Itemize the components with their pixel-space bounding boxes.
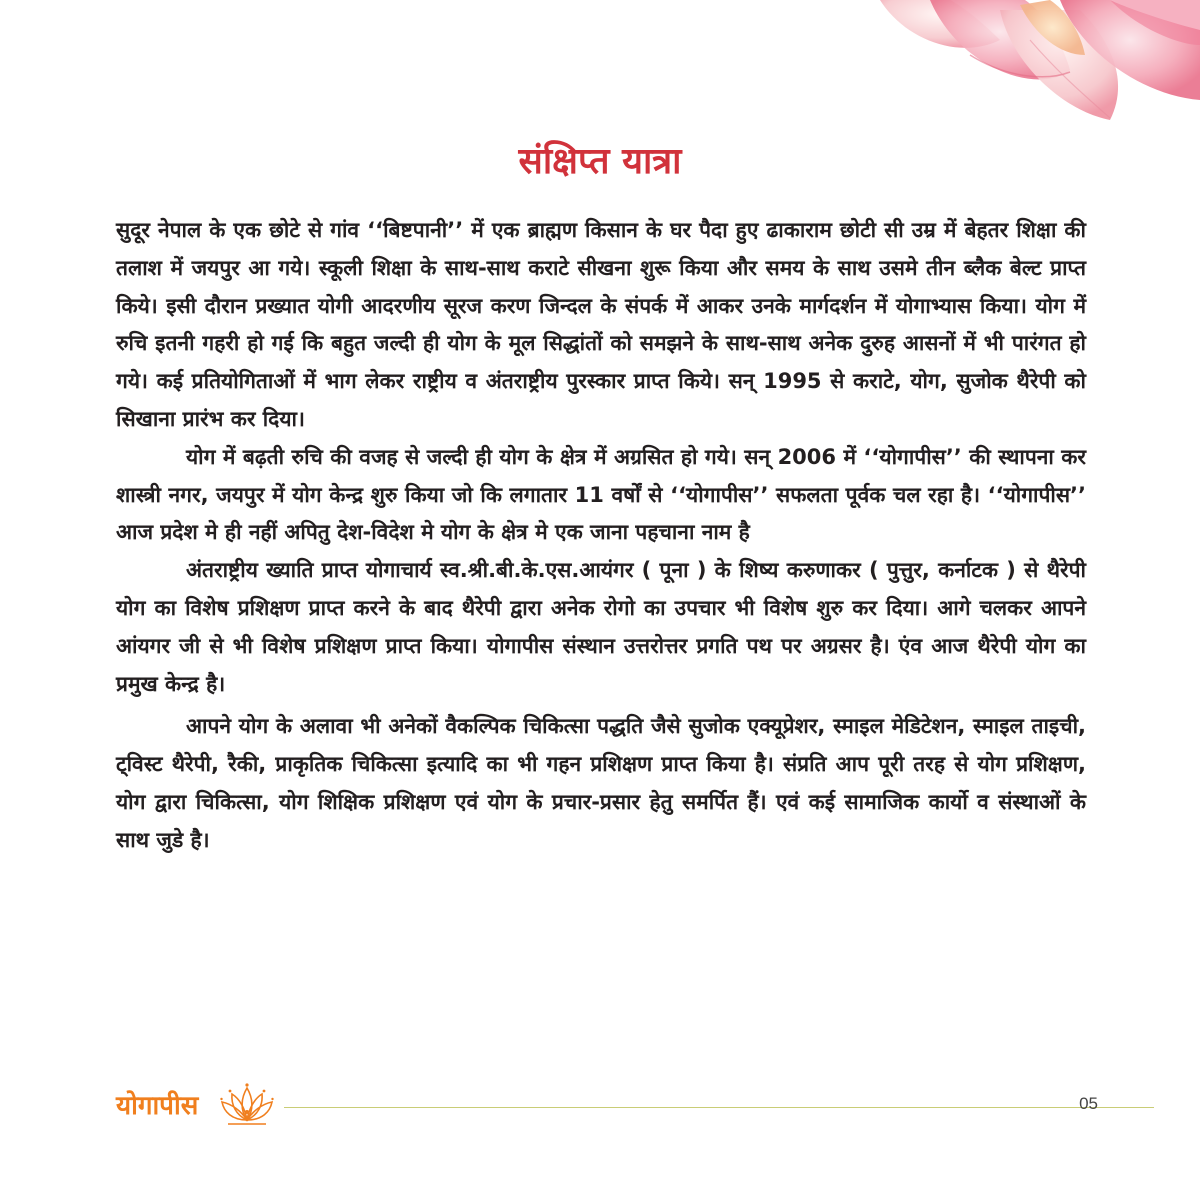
footer-divider — [284, 1107, 1154, 1108]
paragraph-4: आपने योग के अलावा भी अनेकों वैकल्पिक चिकित्सा पद्धति जैसे सुजोक एक्यूप्रेशर, स्माइल मेडिटेशन, स्माइल ताइची, ट्विस्ट थैरेपी, रैकी, प्राकृतिक चिकित्सा इत्यादि का भी गहन प्रशिक्षण प्राप्त किया है। संप्रति आप पूरी तरह से योग प्रशिक्षण, योग द्वारा चिकित्सा, योग शिक्षिक प्रशिक्षण एवं योग के प्रचार-प्रसार हेतु समर्पित हैं। एवं कई सामाजिक कार्यो व संस्थाओं के साथ जुडे है। — [116, 714, 1086, 852]
page-footer — [116, 1082, 1098, 1132]
watercolor-lotus-flower-icon — [810, 0, 1200, 130]
paragraph-2: योग में बढ़ती रुचि की वजह से जल्दी ही योग के क्षेत्र में अग्रसित हो गये। सन् 2006 में ‘‘योगापीस’’ की स्थापना कर शास्त्री नगर, जयपुर में योग केन्द्र शुरु किया जो कि लगातार 11 वर्षों से ‘‘योगापीस’’ सफलता पूर्वक चल रहा है। ‘‘योगापीस’’ आज प्रदेश मे ही नहीं अपितु देश-विदेश मे योग के क्षेत्र मे एक जाना पहचाना नाम है — [116, 444, 1086, 545]
body-text — [116, 212, 1086, 860]
paragraph-1: सुदूर नेपाल के एक छोटे से गांव ‘‘बिष्टपानी’’ में एक ब्राह्मण किसान के घर पैदा हुए ढाकाराम छोटी सी उम्र में बेहतर शिक्षा की तलाश में जयपुर आ गये। स्कूली शिक्षा के साथ-साथ कराटे सीखना शुरू किया और समय के साथ उसमे तीन ब्लैक बेल्ट प्राप्त किये। इसी दौरान प्रख्यात योगी आदरणीय सूरज करण जिन्दल के संपर्क में आकर उनके मार्गदर्शन में योगाभ्यास किया। योग में रुचि इतनी गहरी हो गई कि बहुत जल्दी ही योग के मूल सिद्धांतों को समझने के साथ-साथ अनेक दुरुह आसनों में भी पारंगत हो गये। कई प्रतियोगिताओं में भाग लेकर राष्ट्रीय व अंतराष्ट्रीय पुरस्कार प्राप्त किये। सन् 1995 से कराटे, योग, सुजोक थैरेपी को सिखाना प्रारंभ कर दिया। — [116, 218, 1086, 431]
page-number: 05 — [1079, 1094, 1098, 1113]
paragraph-3: अंतराष्ट्रीय ख्याति प्राप्त योगाचार्य स्व.श्री.बी.के.एस.आयंगर ( पूना ) के शिष्य करुणाकर ( पुत्तुर, कर्नाटक ) से थैरेपी योग का विशेष प्रशिक्षण प्राप्त करने के बाद थैरेपी द्वारा अनेक रोगो का उपचार भी विशेष शुरु कर दिया। आगे चलकर आपने आंयगर जी से भी विशेष प्रशिक्षण प्राप्त किया। योगापीस संस्थान उत्तरोत्तर प्रगति पथ पर अग्रसर है। एंव आज थैरेपी योग का प्रमुख केन्द्र है। — [116, 558, 1086, 696]
lotus-logo-icon — [220, 1082, 274, 1128]
page-title: संक्षिप्त यात्रा — [518, 141, 682, 182]
brand-name: योगापीस — [116, 1091, 199, 1121]
